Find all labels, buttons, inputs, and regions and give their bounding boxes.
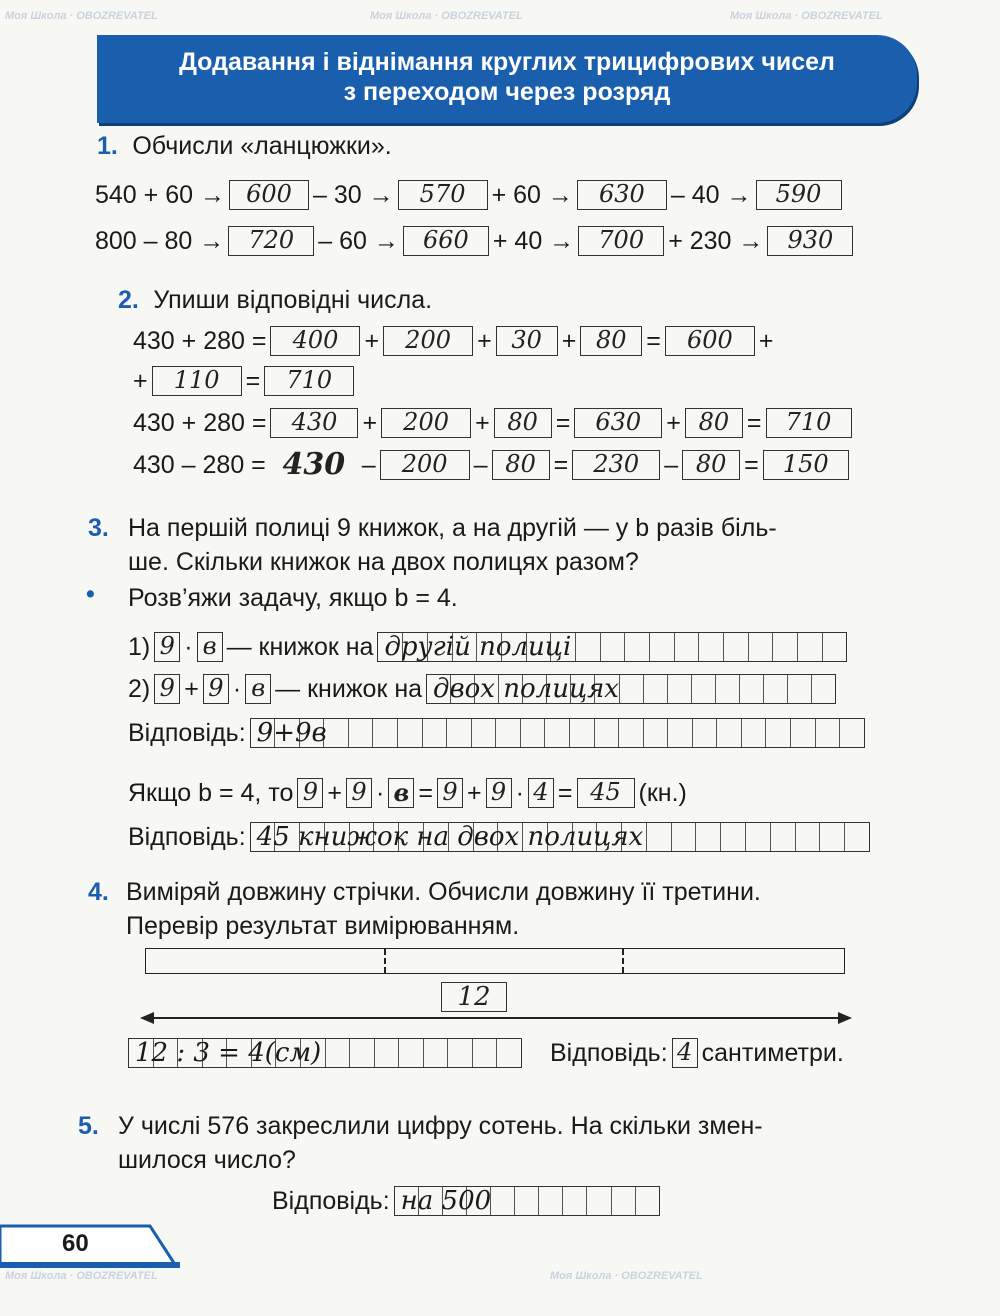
answer-box[interactable]: 570 (398, 180, 488, 210)
answer-box[interactable]: 600 (229, 180, 309, 210)
page-number: 60 (62, 1230, 89, 1257)
answer-box[interactable]: 110 (152, 366, 242, 396)
answer-line[interactable]: другій полиці (377, 632, 847, 662)
task-2-heading: 2. Упиши відповідні числа. (118, 286, 433, 314)
task-1-chain-2: 800 – 80 → 720 – 60 → 660 + 40 → 700 + 230 → 930 (95, 226, 853, 256)
task-5-line1: У числі 576 закреслили цифру сотень. На скільки змен- (118, 1112, 763, 1140)
answer-box[interactable]: 9 (297, 778, 323, 808)
answer-box[interactable]: в (388, 778, 414, 808)
task-2-row-2: 430 + 280 = 430 + 200 + 80 = 630 + 80 = 710 (133, 408, 852, 438)
task-4-calc-row: 12 : 3 = 4(см) Відповідь: 4 сантиметри. (128, 1038, 844, 1068)
watermark: Моя Школа · OBOZREVATEL (730, 10, 883, 22)
ribbon-strip (145, 948, 845, 974)
task-2-row-1b: + 110 = 710 (133, 366, 354, 396)
task-5-heading: 5. (78, 1112, 99, 1140)
answer-box[interactable]: 720 (228, 226, 314, 256)
answer-box[interactable]: 150 (763, 450, 849, 480)
answer-box[interactable]: 400 (270, 326, 360, 356)
task-3-heading: 3. (88, 514, 109, 542)
task-2-row-1: 430 + 280 = 400 + 200 + 30 + 80 = 600 + (133, 326, 774, 355)
answer-box[interactable]: 4 (672, 1038, 698, 1068)
task-3-if-row: Якщо b = 4, то 9 + 9 · в = 9 + 9 · 4 = 45 (кн.) (128, 778, 687, 807)
answer-box[interactable]: в (197, 632, 223, 662)
answer-box[interactable]: 200 (381, 408, 471, 438)
answer-box[interactable]: 430 (270, 408, 358, 438)
answer-box[interactable]: 80 (685, 408, 743, 438)
task-3-step-1: 1) 9 · в — книжок на другій полиці (128, 632, 847, 662)
task-5-line2: шилося число? (118, 1146, 296, 1174)
task-1-heading: 1. Обчисли «ланцюжки». (97, 132, 392, 160)
answer-line[interactable]: на 500 (394, 1186, 660, 1216)
answer-box[interactable]: 930 (767, 226, 853, 256)
answer-line[interactable]: 45 книжок на двох полицях (250, 822, 870, 852)
task-3-line2: ше. Скільки книжок на двох полицях разом? (128, 548, 639, 576)
task-3-solve: Розв’яжи задачу, якщо b = 4. (128, 584, 458, 612)
answer-box[interactable]: 230 (572, 450, 660, 480)
answer-box[interactable]: 9 (154, 674, 180, 704)
task-2-row-3: 430 – 280 = 430 – 200 – 80 = 230 – 80 = 150 (133, 450, 849, 480)
section-title-banner (97, 35, 917, 123)
answer-box[interactable]: 630 (574, 408, 662, 438)
task-3-step-2: 2) 9 + 9 · в — книжок на двох полицях (128, 674, 836, 704)
answer-box[interactable]: в (245, 674, 271, 704)
watermark: Моя Школа · OBOZREVATEL (5, 1270, 158, 1282)
watermark: Моя Школа · OBOZREVATEL (550, 1270, 703, 1282)
ribbon-mark (384, 949, 386, 973)
task-4-line1: Виміряй довжину стрічки. Обчисли довжину її третини. (126, 878, 761, 906)
section-title-line1: Додавання і віднімання круглих трицифрових чисел (179, 48, 835, 76)
ribbon-mark (622, 949, 624, 973)
watermark: Моя Школа · OBOZREVATEL (5, 10, 158, 22)
answer-box[interactable]: 80 (682, 450, 740, 480)
answer-box[interactable]: 4 (528, 778, 554, 808)
task-5-answer: Відповідь: на 500 (272, 1186, 660, 1216)
answer-box[interactable]: 80 (494, 408, 552, 438)
length-box[interactable]: 12 (441, 982, 507, 1012)
answer-box[interactable]: 9 (486, 778, 512, 808)
answer-box[interactable]: 710 (766, 408, 852, 438)
answer-box[interactable]: 660 (403, 226, 489, 256)
answer-box[interactable]: 9 (203, 674, 229, 704)
answer-box[interactable]: 700 (578, 226, 664, 256)
section-title-line2: з переходом через розряд (343, 78, 671, 106)
answer-box[interactable]: 200 (383, 326, 473, 356)
answer-box[interactable]: 80 (580, 326, 642, 356)
answer-box[interactable]: 600 (665, 326, 755, 356)
task-3-line1: На першій полиці 9 книжок, а на другій — у b разів біль- (128, 514, 777, 542)
answer-box[interactable]: 590 (756, 180, 842, 210)
task-3-answer-2: Відповідь: 45 книжок на двох полицях (128, 822, 870, 852)
answer-box[interactable]: 9 (154, 632, 180, 662)
answer-line[interactable]: двох полицях (426, 674, 836, 704)
answer-line[interactable]: 9+9в (250, 718, 865, 748)
answer-box[interactable]: 9 (346, 778, 372, 808)
answer-box[interactable]: 200 (380, 450, 470, 480)
task-1-chain-1: 540 + 60 → 600 – 30 → 570 + 60 → 630 – 40 → 590 (95, 180, 842, 210)
answer-box[interactable]: 9 (437, 778, 463, 808)
answer-box[interactable]: 45 (577, 778, 635, 808)
answer-box[interactable]: 80 (492, 450, 550, 480)
page-number-tab (0, 1222, 180, 1270)
answer-line[interactable]: 12 : 3 = 4(см) (128, 1038, 522, 1068)
double-arrow (140, 1008, 852, 1028)
watermark: Моя Школа · OBOZREVATEL (370, 10, 523, 22)
task-4-heading: 4. (88, 878, 109, 906)
answer-box[interactable]: 30 (496, 326, 558, 356)
answer-box[interactable]: 710 (264, 366, 354, 396)
task-3-answer-1: Відповідь: 9+9в (128, 718, 865, 748)
answer-box[interactable]: 630 (577, 180, 667, 210)
task-4-line2: Перевір результат вимірюванням. (126, 912, 520, 940)
bullet: • (86, 580, 95, 608)
answer-box[interactable]: 430 (282, 447, 346, 482)
